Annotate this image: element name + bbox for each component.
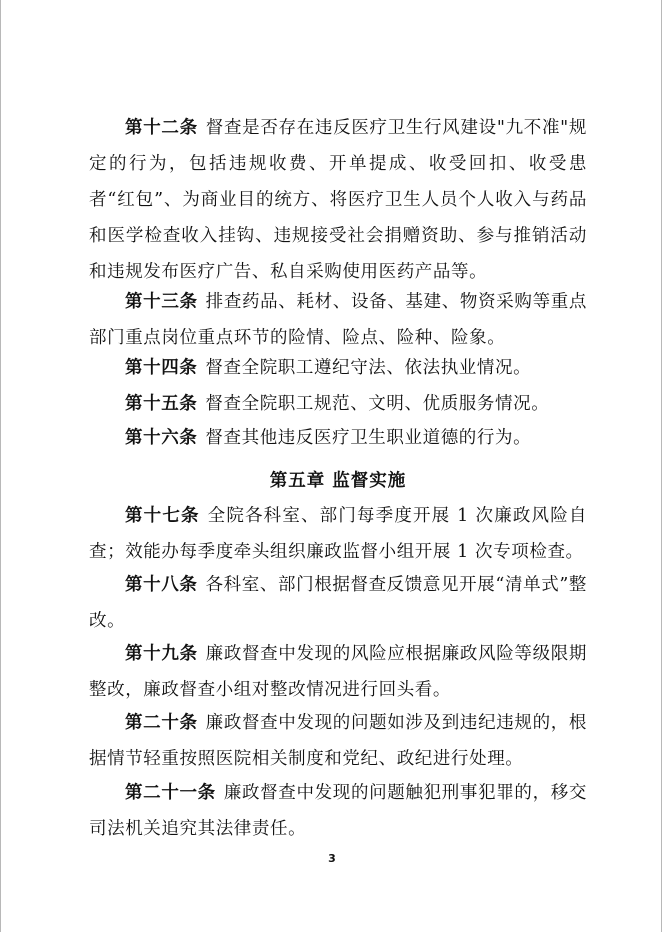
article-text: 全院各科室、部门每季度开展 1 次廉政风险自查；效能办每季度牵头组织廉政监督小组开展 1 次专项检查。 (89, 506, 587, 562)
article-13 (89, 284, 587, 356)
article-text: 各科室、部门根据督查反馈意见开展“清单式”整改。 (89, 575, 587, 631)
article-label: 第十九条 (125, 644, 198, 664)
article-label: 第十二条 (125, 118, 198, 138)
article-text: 督查全院职工遵纪守法、依法执业情况。 (205, 358, 532, 378)
article-text: 督查是否存在违反医疗卫生行风建设"九不准"规定的行为，包括违规收费、开单提成、收受回扣、收受患者“红包”、为商业目的统方、将医疗卫生人员个人收入与药品和医学检查收入挂钩、违规接受社会捐赠资助、参与推销活动和违规发布医疗广告、私自采购使用医药产品等。 (89, 118, 588, 282)
article-label: 第十七条 (125, 506, 200, 526)
article-text: 廉政督查中发现的风险应根据廉政风险等级限期整改，廉政督查小组对整改情况进行回头看。 (89, 644, 587, 700)
article-text: 廉政督查中发现的问题触犯刑事犯罪的，移交司法机关追究其法律责任。 (89, 783, 587, 839)
article-text: 排查药品、耗材、设备、基建、物资采购等重点部门重点岗位重点环节的险情、险点、险种、险象。 (89, 292, 587, 348)
article-17 (89, 498, 587, 570)
article-20 (89, 705, 587, 777)
article-label: 第十三条 (125, 292, 198, 312)
article-label: 第十六条 (125, 428, 198, 448)
article-label: 第二十一条 (125, 783, 216, 803)
article-14 (89, 350, 587, 386)
article-12 (89, 110, 587, 290)
article-label: 第十四条 (125, 358, 198, 378)
article-21 (89, 775, 587, 847)
article-text: 督查其他违反医疗卫生职业道德的行为。 (205, 428, 532, 448)
chapter-title: 第五章 监督实施 (269, 471, 407, 491)
article-text: 廉政督查中发现的问题如涉及到违纪违规的，根据情节轻重按照医院相关制度和党纪、政纪进行处理。 (89, 713, 587, 769)
article-label: 第十五条 (125, 394, 198, 414)
article-18 (89, 567, 587, 639)
article-15 (89, 386, 587, 422)
article-19 (89, 636, 587, 708)
article-label: 第二十条 (125, 713, 198, 733)
article-label: 第十八条 (125, 575, 198, 595)
article-text: 督查全院职工规范、文明、优质服务情况。 (205, 394, 550, 414)
page-number: 3 (328, 852, 336, 865)
article-16 (89, 420, 587, 456)
